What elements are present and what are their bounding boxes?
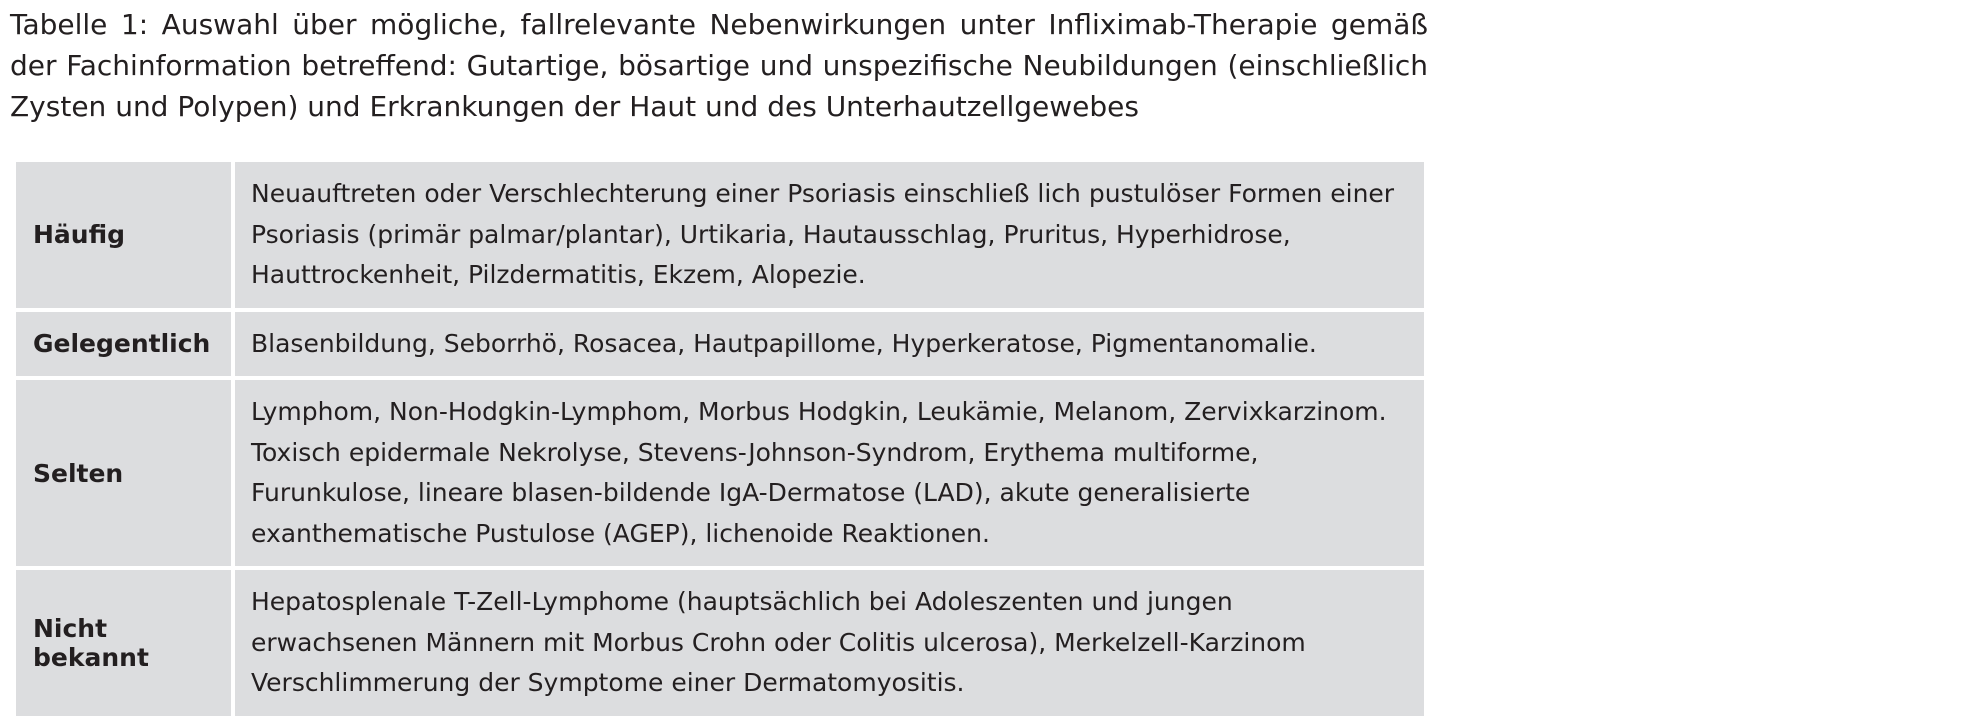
side-effects-text: Blasenbildung, Seborrhö, Rosacea, Hautpapillome, Hyperkeratose, Pigmentanomalie.	[233, 310, 1426, 379]
side-effects-text: Lymphom, Non-Hodgkin-Lymphom, Morbus Hodgkin, Leukämie, Melanom, Zervixkarzinom. Toxisch epidermale Nekrolyse, Stevens-Johnson-Syndrom, Erythema multiforme, Furunkulose, lineare blasen-bildende IgA-Dermatose (LAD), akute generalisierte exanthematische Pustulose (AGEP), lichenoide Reaktionen.	[233, 378, 1426, 568]
frequency-label: Gelegentlich	[14, 310, 233, 379]
table-caption: Tabelle 1: Auswahl über mögliche, fallrelevante Nebenwirkungen unter Infliximab-Therapie gemäß der Fachinformation betreffend: Gutartige, bösartige und unspezifische Neubildungen (einschließlich Zysten und Polypen) und Erkrankungen der Haut und des Unterhautzellgewebes	[10, 8, 1428, 123]
side-effects-text: Neuauftreten oder Verschlechterung einer Psoriasis einschließ lich pustulöser Formen einer Psoriasis (primär palmar/plantar), Urtikaria, Hautausschlag, Pruritus, Hyperhidrose, Hauttrockenheit, Pilzdermatitis, Ekzem, Alopezie.	[233, 160, 1426, 310]
table-row	[14, 160, 1426, 310]
side-effects-table	[12, 158, 1428, 720]
side-effects-text: Hepatosplenale T-Zell-Lymphome (hauptsächlich bei Adoleszenten und jungen erwachsenen Männern mit Morbus Crohn oder Colitis ulcerosa), Merkelzell-Karzinom Verschlimmerung der Symptome einer Dermatomyositis.	[233, 568, 1426, 718]
frequency-label: Selten	[14, 378, 233, 568]
table-row	[14, 310, 1426, 379]
frequency-label: Nicht bekannt	[14, 568, 233, 718]
table-row	[14, 568, 1426, 718]
table-row	[14, 378, 1426, 568]
frequency-label: Häufig	[14, 160, 233, 310]
